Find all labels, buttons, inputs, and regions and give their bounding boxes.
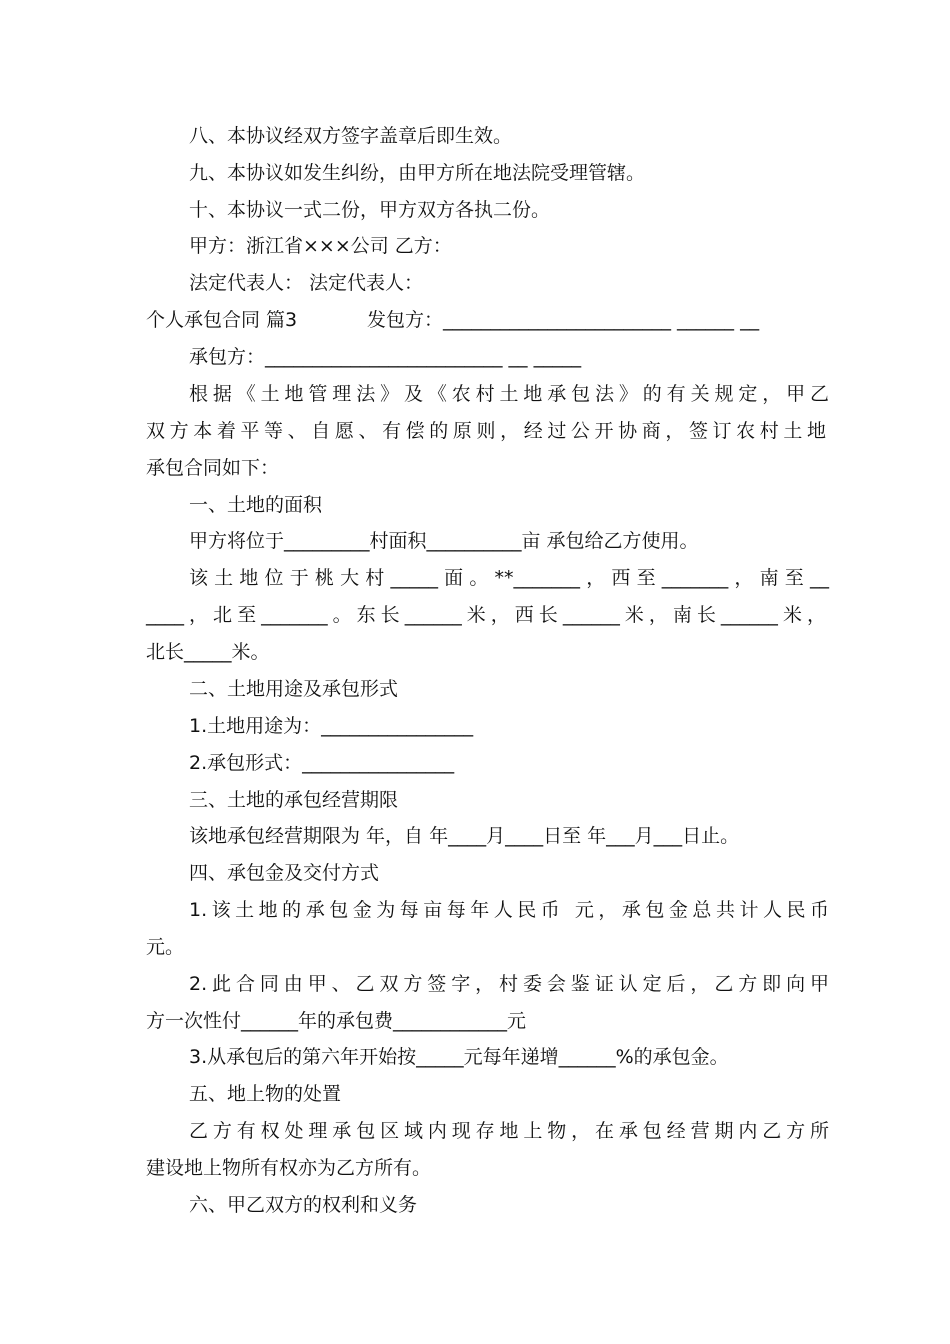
payment-item-1-line-2: 元。 bbox=[146, 936, 185, 958]
term-period: 该地承包经营期限为 年，自 年____月____日至 年___月___日止。 bbox=[189, 825, 740, 847]
heading-land-area: 一、土地的面积 bbox=[189, 494, 323, 516]
heading-rights-obligations: 六、甲乙双方的权利和义务 bbox=[189, 1194, 418, 1216]
clause-8: 八、本协议经双方签字盖章后即生效。 bbox=[189, 125, 513, 147]
land-boundary-line-3: 北长_____米。 bbox=[146, 641, 270, 663]
heading-land-use: 二、土地用途及承包形式 bbox=[189, 678, 399, 700]
heading-ground-objects: 五、地上物的处置 bbox=[189, 1083, 342, 1105]
signature-parties: 甲方：浙江省×××公司 乙方： bbox=[189, 235, 452, 257]
heading-term: 三、土地的承包经营期限 bbox=[189, 789, 399, 811]
ground-objects-line-2: 建设地上物所有权亦为乙方所有。 bbox=[146, 1157, 432, 1179]
payment-item-1-line-1: 1.该土地的承包金为每亩每年人民币 元，承包金总共计人民币 bbox=[189, 899, 829, 921]
contract-3-header bbox=[146, 307, 826, 333]
payment-item-3: 3.从承包后的第六年开始按_____元每年递增______%的承包金。 bbox=[189, 1046, 729, 1068]
heading-payment: 四、承包金及交付方式 bbox=[189, 862, 380, 884]
paragraph-intro-line-1: 根据《土地管理法》及《农村土地承包法》的有关规定，甲乙 bbox=[189, 383, 829, 405]
land-use-purpose: 1.土地用途为：________________ bbox=[189, 715, 474, 737]
payment-item-2-line-2: 方一次性付______年的承包费____________元 bbox=[146, 1010, 527, 1032]
land-boundary-line-2: ____，北至_______。东长______米，西长______米，南长______米， bbox=[146, 604, 826, 626]
section-title: 个人承包合同 篇3 bbox=[146, 309, 298, 331]
clause-9: 九、本协议如发生纠纷，由甲方所在地法院受理管辖。 bbox=[189, 162, 646, 184]
contractee-line: 承包方：_________________________ __ _____ bbox=[189, 346, 582, 368]
land-boundary-line-1: 该土地位于桃大村_____面。**_______，西至_______，南至__ bbox=[189, 567, 829, 589]
contract-form: 2.承包形式：________________ bbox=[189, 752, 455, 774]
payment-item-2-line-1: 2.此合同由甲、乙双方签字，村委会鉴证认定后，乙方即向甲 bbox=[189, 973, 829, 995]
land-location: 甲方将位于_________村面积__________亩 承包给乙方使用。 bbox=[189, 530, 699, 552]
paragraph-intro-line-2: 双方本着平等、自愿、有偿的原则，经过公开协商，签订农村土地 bbox=[146, 420, 826, 442]
clause-10: 十、本协议一式二份，甲方双方各执二份。 bbox=[189, 199, 551, 221]
paragraph-intro-line-3: 承包合同如下： bbox=[146, 457, 280, 479]
contractor-issuer-line: 发包方：________________________ ______ __ bbox=[367, 309, 760, 331]
legal-representatives: 法定代表人： 法定代表人： bbox=[189, 272, 424, 294]
ground-objects-line-1: 乙方有权处理承包区域内现存地上物，在承包经营期内乙方所 bbox=[189, 1120, 829, 1142]
